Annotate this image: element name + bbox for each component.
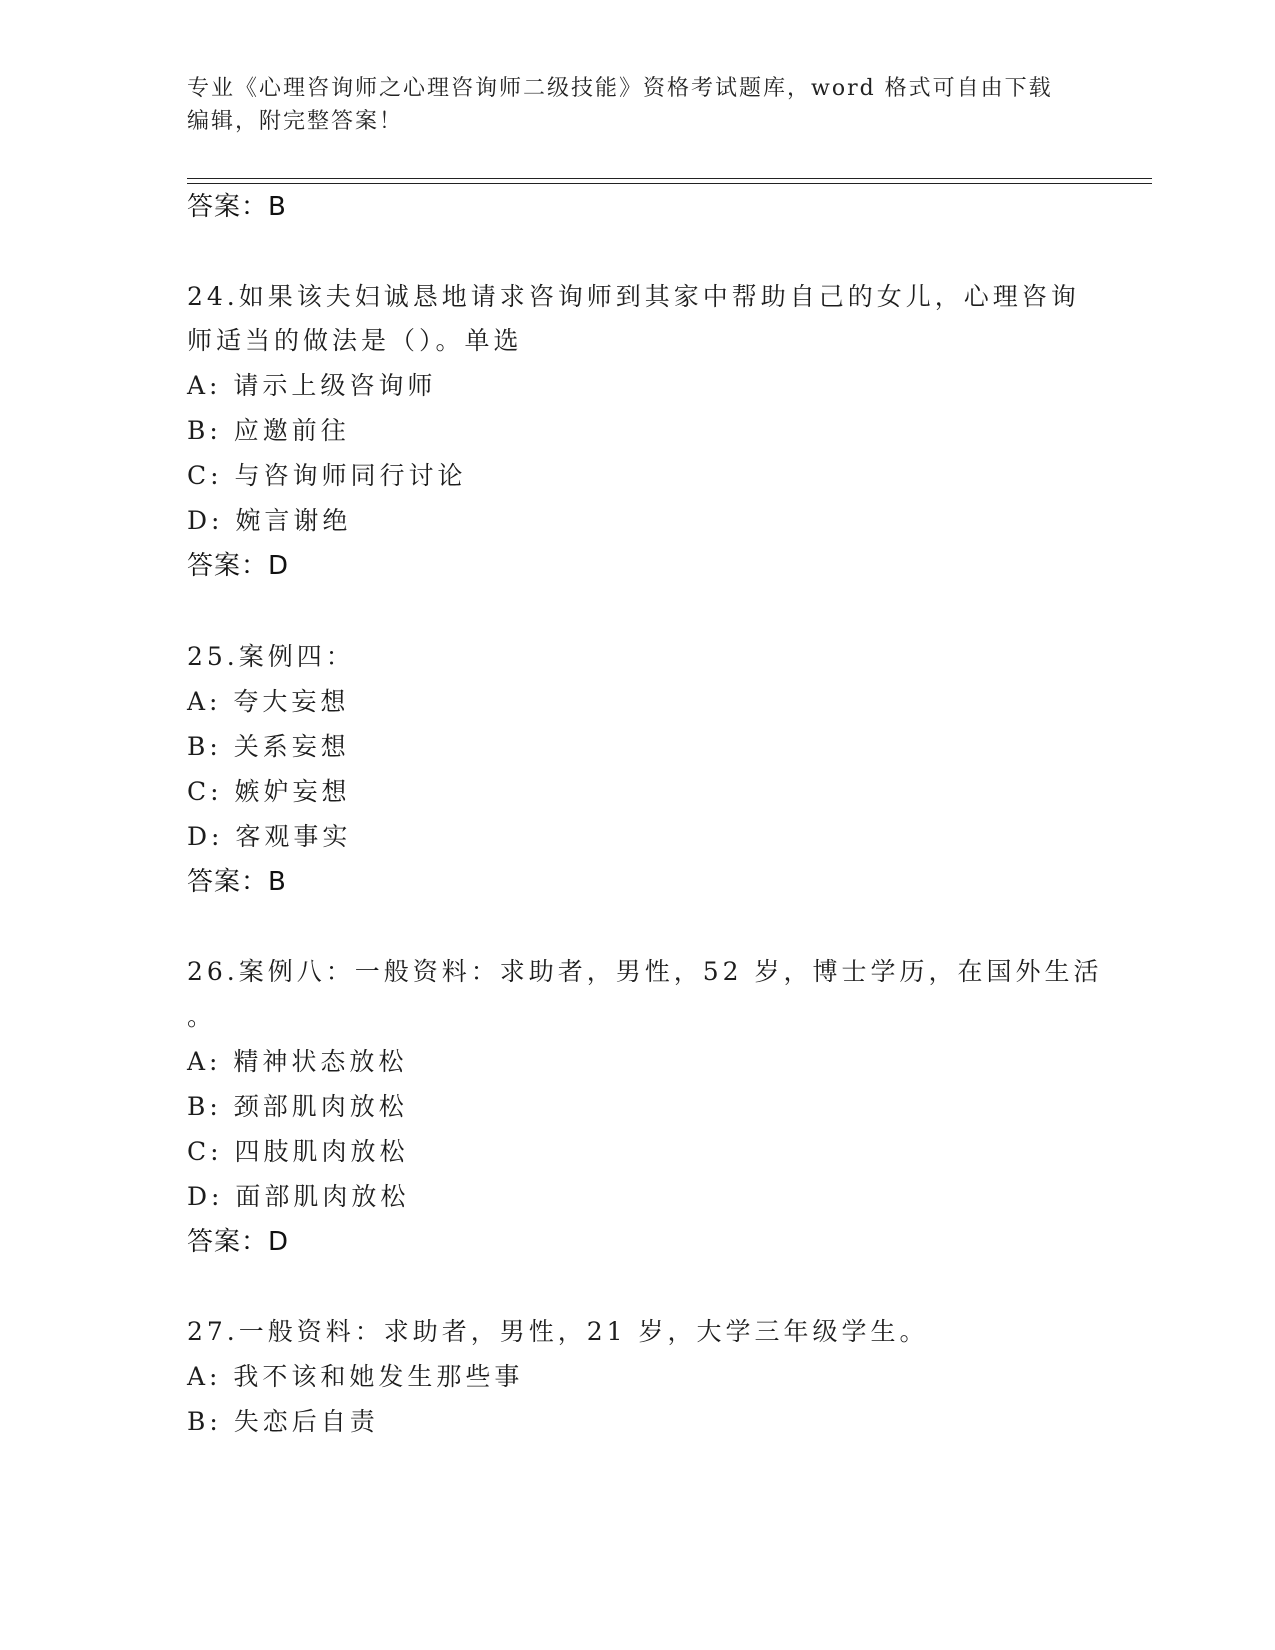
question-24-option-a: A: 请示上级咨询师: [187, 371, 437, 400]
question-25-answer: 答案：B: [187, 867, 287, 897]
header-divider-top: [187, 178, 1152, 179]
question-25-option-a: A: 夸大妄想: [187, 687, 350, 716]
question-25-option-b: B: 关系妄想: [187, 732, 350, 761]
document-header: [187, 72, 1087, 138]
question-26-option-d: D: 面部肌肉放松: [187, 1182, 410, 1211]
header-divider-bottom: [187, 183, 1152, 184]
question-25-option-c: C: 嫉妒妄想: [187, 777, 351, 806]
question-27-stem: 27.一般资料：求助者，男性，21 岁，大学三年级学生。: [187, 1317, 929, 1346]
question-25-option-d: D: 客观事实: [187, 822, 352, 851]
header-line-1: 专业《心理咨询师之心理咨询师二级技能》资格考试题库，word 格式可自由下载: [187, 76, 1053, 101]
question-24-option-d: D: 婉言谢绝: [187, 506, 352, 535]
question-24-option-b: B: 应邀前往: [187, 416, 350, 445]
question-27-option-a: A: 我不该和她发生那些事: [187, 1362, 524, 1391]
question-24-stem-line-1: 24.如果该夫妇诚恳地请求咨询师到其家中帮助自己的女儿，心理咨询: [187, 282, 1080, 311]
question-24-stem-line-2: 师适当的做法是（）。单选: [187, 326, 523, 355]
question-26-option-b: B: 颈部肌肉放松: [187, 1092, 408, 1121]
answer-line: 答案：B: [187, 192, 287, 222]
question-24-option-c: C: 与咨询师同行讨论: [187, 461, 467, 490]
question-26-answer: 答案：D: [187, 1227, 290, 1257]
question-26-stem-line-2: 。: [187, 1002, 217, 1031]
header-line-2: 编辑，附完整答案！: [187, 109, 404, 134]
question-24-answer: 答案：D: [187, 551, 290, 581]
question-26-stem-line-1: 26.案例八：一般资料：求助者，男性，52 岁，博士学历，在国外生活: [187, 957, 1103, 986]
question-25-stem: 25.案例四：: [187, 642, 355, 671]
question-26-option-a: A: 精神状态放松: [187, 1047, 408, 1076]
question-26-option-c: C: 四肢肌肉放松: [187, 1137, 409, 1166]
question-27-option-b: B: 失恋后自责: [187, 1407, 379, 1436]
